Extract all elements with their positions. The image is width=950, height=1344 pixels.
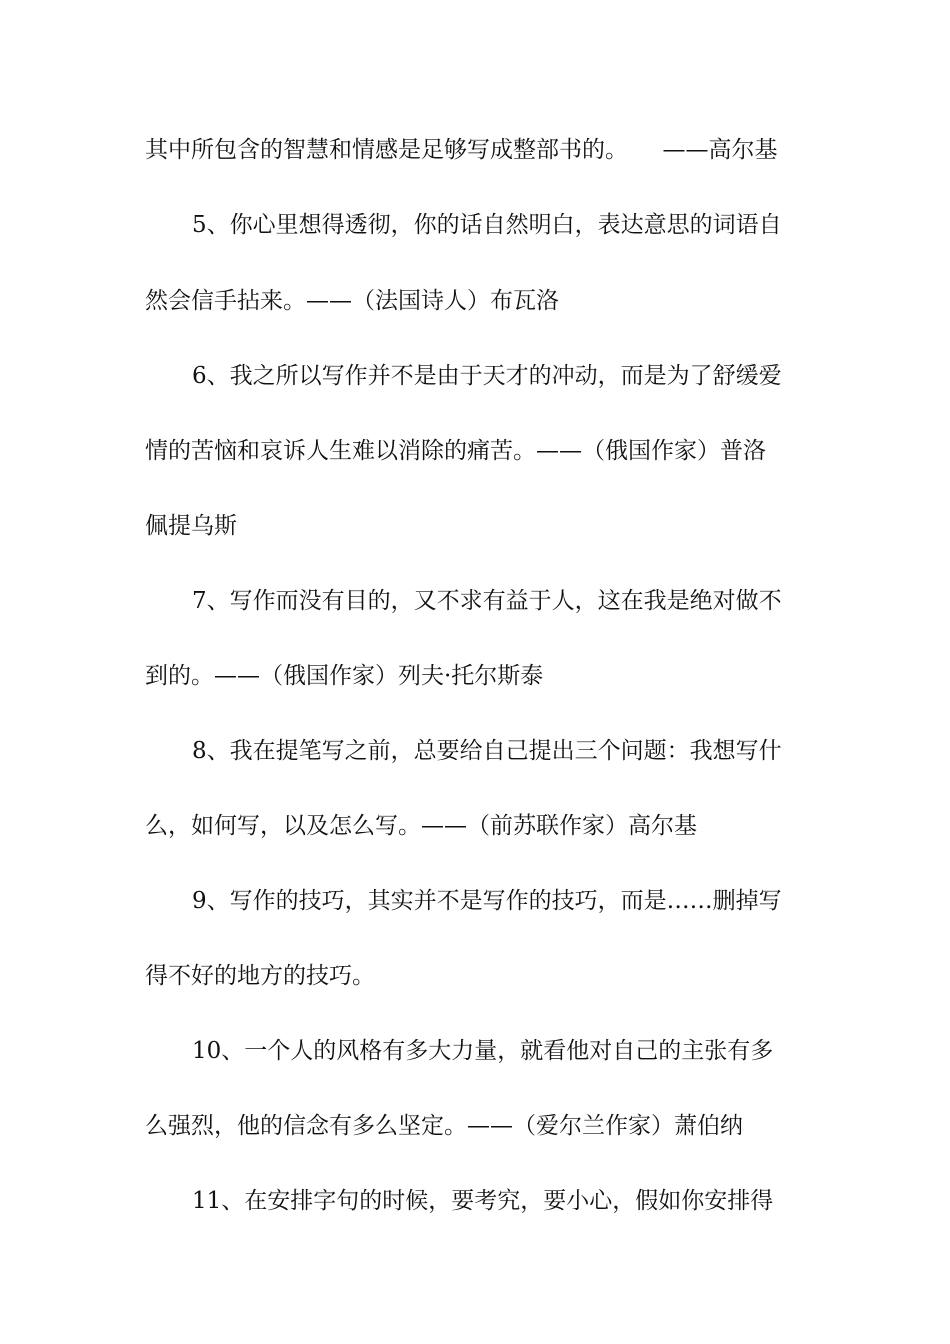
quote-5-line-1: 5、你心里想得透彻，你的话自然明白，表达意思的词语自 — [192, 212, 782, 238]
text-line: 其中所包含的智慧和情感是足够写成整部书的。 ——高尔基 — [145, 137, 778, 163]
quote-5-line-2: 然会信手拈来。——（法国诗人）布瓦洛 — [145, 288, 559, 314]
quote-6-line-1: 6、我之所以写作并不是由于天才的冲动，而是为了舒缓爱 — [192, 363, 782, 389]
quote-10-line-1: 10、一个人的风格有多大力量，就看他对自己的主张有多 — [192, 1038, 774, 1064]
quote-6-line-2: 情的苦恼和哀诉人生难以消除的痛苦。——（俄国作家）普洛 — [145, 438, 766, 464]
quote-9-line-2: 得不好的地方的技巧。 — [145, 963, 375, 989]
quote-8-line-1: 8、我在提笔写之前，总要给自己提出三个问题：我想写什 — [192, 738, 782, 764]
quote-9-line-1: 9、写作的技巧，其实并不是写作的技巧，而是……删掉写 — [192, 888, 782, 914]
quote-6-line-3: 佩提乌斯 — [145, 513, 237, 539]
quote-10-line-2: 么强烈，他的信念有多么坚定。——（爱尔兰作家）萧伯纳 — [145, 1113, 743, 1139]
quote-7-line-2: 到的。——（俄国作家）列夫·托尔斯泰 — [145, 663, 544, 689]
quote-7-line-1: 7、写作而没有目的，又不求有益于人，这在我是绝对做不 — [192, 588, 782, 614]
quote-11-line-1: 11、在安排字句的时候，要考究，要小心，假如你安排得 — [192, 1188, 774, 1214]
quote-8-line-2: 么，如何写，以及怎么写。——（前苏联作家）高尔基 — [145, 813, 697, 839]
